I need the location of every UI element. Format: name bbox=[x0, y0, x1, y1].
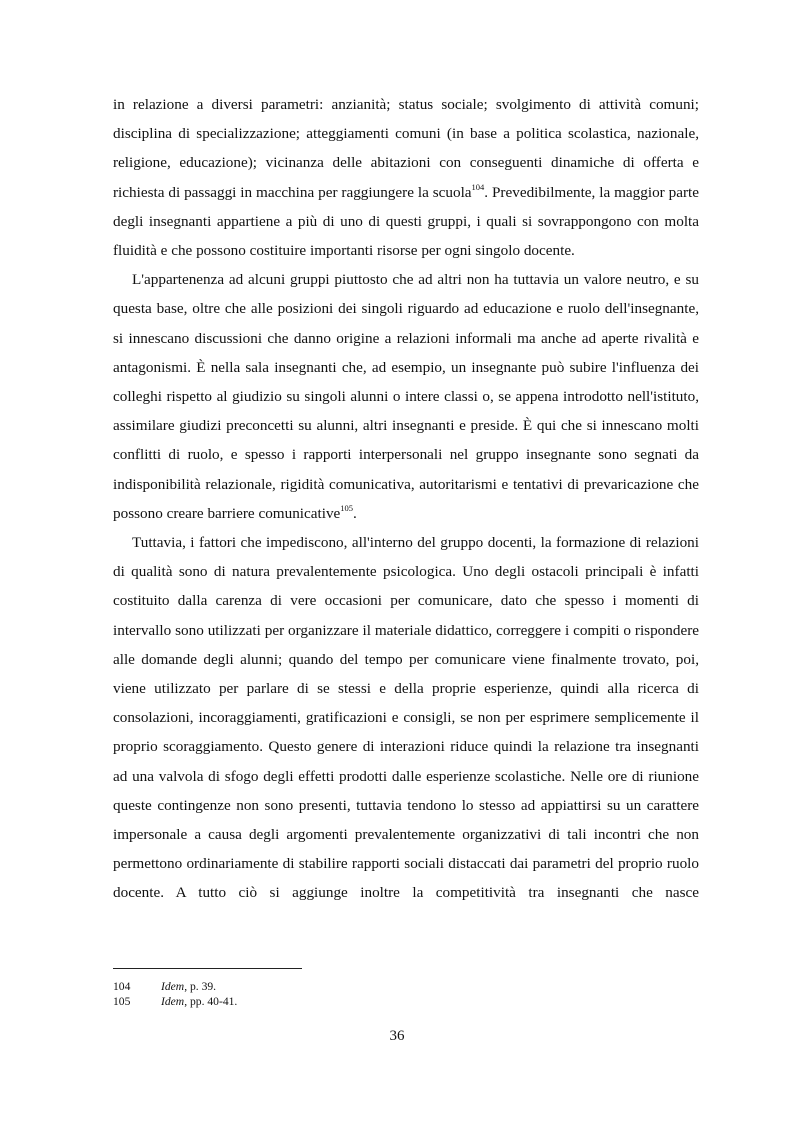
body-text bbox=[113, 90, 699, 908]
footnote-text bbox=[161, 979, 216, 994]
paragraph-2-text: L'appartenenza ad alcuni gruppi piuttosto che ad altri non ha tuttavia un valore neutro, e su questa base, oltre che alle posizioni dei singoli riguardo ad educazione e ruolo dell'insegnante, si innescano discussioni che danno origine a relazioni informali ma anche ad aperte rivalità e antagonismi. È nella sala insegnanti che, ad esempio, un insegnante può subire l'influenza dei colleghi rispetto al giudizio su singoli alunni o intere classi o, se appena introdotto nell'istituto, assimilare giudizi preconcetti su alunni, altri insegnanti e preside. È qui che si innescano molti conflitti di ruolo, e spesso i rapporti interpersonali nel gruppo insegnante sono segnati da indisponibilità relazionale, rigidità comunicativa, autoritarismi e tentativi di prevaricazione che possono creare barriere comunicative bbox=[113, 271, 699, 522]
paragraph-3-text: Tuttavia, i fattori che impediscono, all'interno del gruppo docenti, la formazione di relazioni di qualità sono di natura prevalentemente psicologica. Uno degli ostacoli principali è infatti costituito dalla carenza di vere occasioni per comunicare, dato che spesso i momenti di intervallo sono utilizzati per organizzare il materiale didattico, correggere i compiti o rispondere alle domande degli alunni; quando del tempo per comunicare viene finalmente trovato, poi, viene utilizzato per parlare di se stessi e della proprie esperienze, quindi alla ricerca di consolazioni, incoraggiamenti, gratificazioni e consigli, se non per esprimere semplicemente il proprio scoraggiamento. Questo genere di interazioni riduce quindi la relazione tra insegnanti ad una valvola di sfogo degli effetti prodotti dalle esperienze scolastiche. Nelle ore di riunione queste contingenze non sono presenti, tuttavia tendono lo stesso ad appiattirsi su un carattere impersonale a causa degli argomenti prevalentemente organizzativi di tali incontri che non permettono ordinariamente di stabilire rapporti sociali distaccati dai parametri del proprio ruolo docente. A tutto ciò si aggiunge inoltre la competitività tra insegnanti che nasce bbox=[113, 534, 699, 902]
footnote-separator bbox=[113, 968, 302, 969]
paragraph-2 bbox=[113, 265, 699, 528]
page-number: 36 bbox=[389, 1028, 405, 1044]
footnote-number: 104 bbox=[113, 980, 131, 993]
paragraph-3 bbox=[113, 528, 699, 908]
paragraph-1 bbox=[113, 90, 699, 265]
footnote-rest: , p. 39. bbox=[184, 980, 217, 993]
footnote-italic: Idem bbox=[161, 995, 185, 1008]
footnote-number: 105 bbox=[113, 995, 131, 1008]
footnote-ref-104[interactable]: 104 bbox=[471, 181, 485, 192]
footnote-text bbox=[161, 994, 237, 1009]
footnote-105 bbox=[113, 994, 699, 1009]
paragraph-1-continuation: . Prevedibilmente, la maggior parte degli insegnanti appartiene a più di uno di questi gruppi, i quali si sovrappongono con molta fluidità e che possono costituire importanti risorse per ogni singolo docente. bbox=[113, 183, 699, 260]
paragraph-2-continuation: . bbox=[353, 504, 357, 522]
footnote-rest: , pp. 40-41. bbox=[184, 995, 238, 1008]
footnote-ref-105[interactable]: 105 bbox=[340, 502, 354, 513]
footnote-italic: Idem bbox=[161, 980, 185, 993]
footnotes bbox=[113, 979, 699, 1009]
footnote-104 bbox=[113, 979, 699, 994]
paragraph-1-text: in relazione a diversi parametri: anzianità; status sociale; svolgimento di attività comuni; disciplina di specializzazione; atteggiamenti comuni (in base a politica scolastica, nazionale, religione, educazione); vicinanza delle abitazioni con conseguenti dinamiche di offerta e richiesta di passaggi in macchina per raggiungere la scuola bbox=[113, 96, 699, 201]
